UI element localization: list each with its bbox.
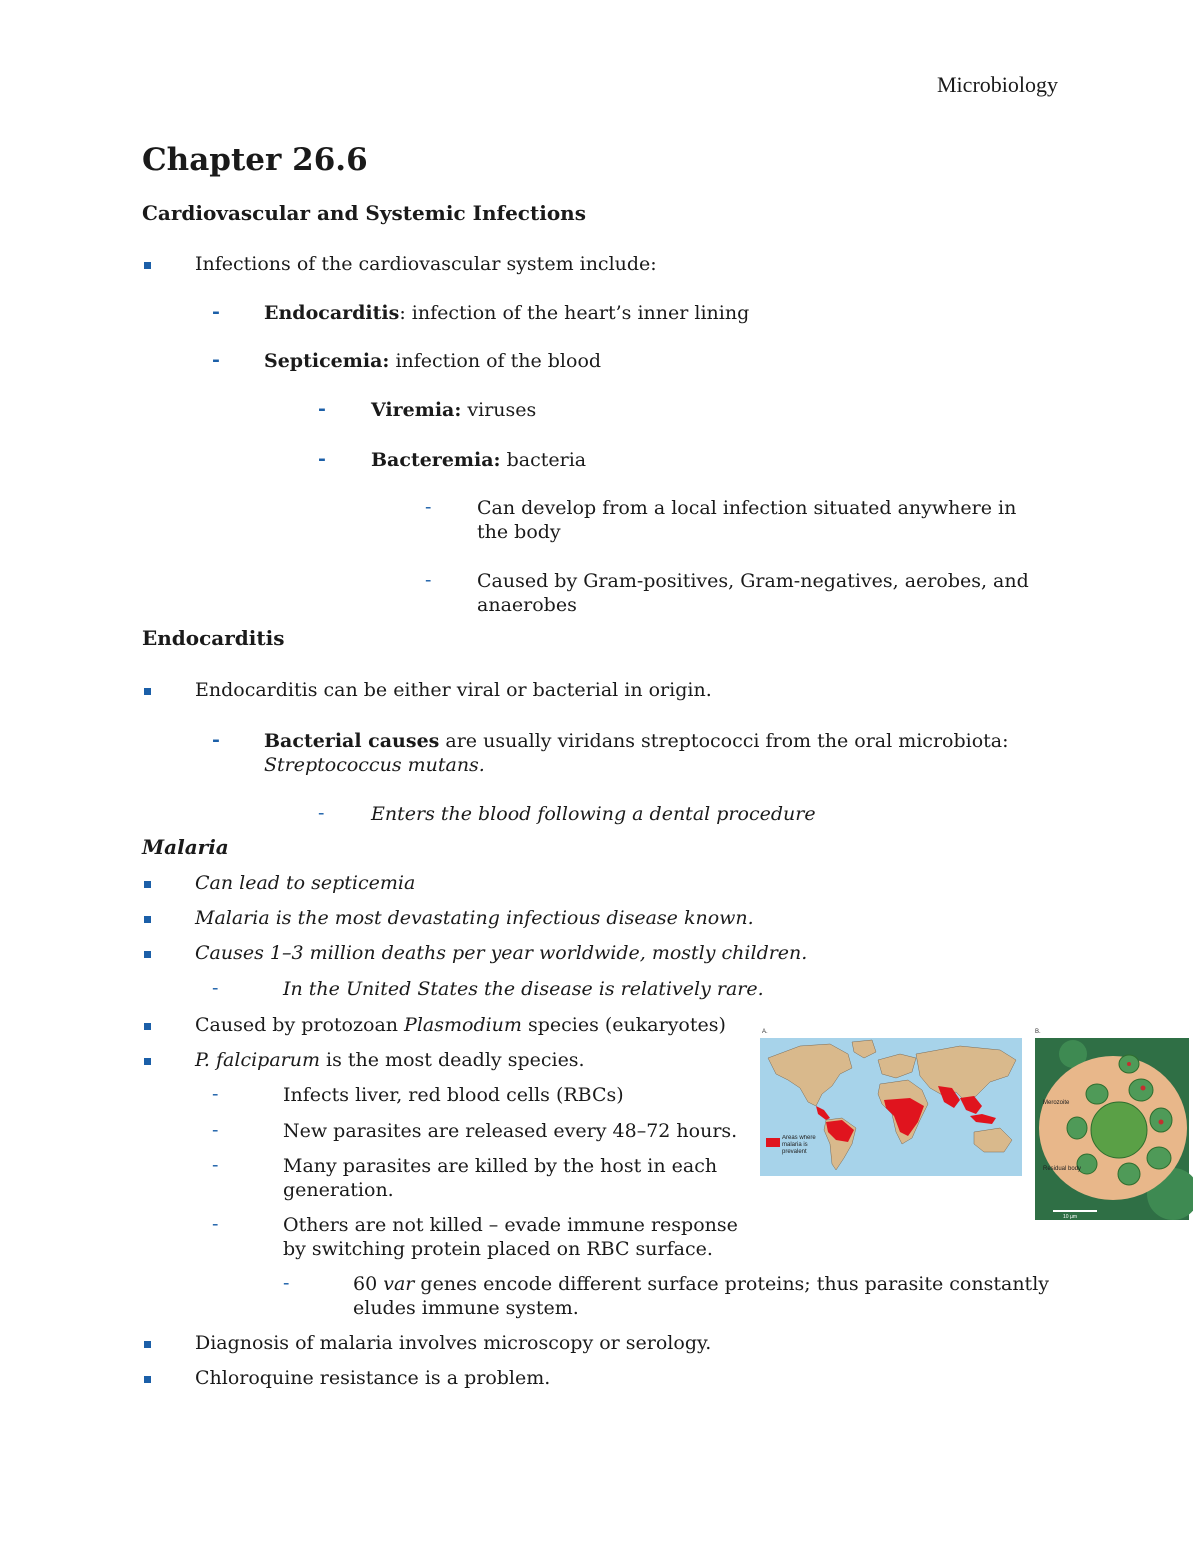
dash-bullet-icon: - [212,977,219,999]
list-item: Chloroquine resistance is a problem. [195,1367,551,1389]
residual-body-label: Residual body [1043,1166,1082,1172]
dash-bullet-icon: - [212,1083,219,1105]
list-item: Malaria is the most devastating infectious disease known. [195,907,754,929]
dash-bullet-icon: - [425,569,432,591]
list-item: 60 var genes encode different surface proteins; thus parasite constantly eludes immune system. [353,1273,1050,1319]
list-item: Viremia: viruses [371,399,537,421]
dash-bullet-icon: - [212,349,220,371]
list-item: Diagnosis of malaria involves microscopy or serology. [195,1332,712,1354]
legend-swatch [766,1138,780,1147]
bullet-icon [144,1341,151,1348]
dash-bullet-icon: - [212,301,220,323]
list-item: Others are not killed – evade immune response by switching protein placed on RBC surface. [283,1214,738,1260]
scale-label: 10 µm [1063,1214,1077,1220]
list-item: Septicemia: infection of the blood [264,350,602,372]
dash-bullet-icon: - [318,398,326,420]
malaria-world-map [760,1024,1022,1176]
list-item: Endocarditis can be either viral or bacterial in origin. [195,679,712,701]
dash-bullet-icon: - [425,496,432,518]
dash-bullet-icon: - [212,1119,219,1141]
bullet-icon [144,881,151,888]
merozoite-label: Merozoite [1043,1100,1070,1106]
bullet-icon [144,1058,151,1065]
list-item: Bacteremia: bacteria [371,449,587,471]
dash-bullet-icon: - [318,448,326,470]
bullet-icon [144,916,151,923]
bullet-icon [144,951,151,958]
list-item: In the United States the disease is relatively rare. [283,978,764,1000]
section-heading-malaria: Malaria [142,835,229,859]
plasmodium-micrograph [1033,1024,1193,1222]
list-item: Can lead to septicemia [195,872,416,894]
bullet-icon [144,1376,151,1383]
dash-bullet-icon: - [212,729,220,751]
list-item: Infects liver, red blood cells (RBCs) [283,1084,624,1106]
list-item: Causes 1–3 million deaths per year worldwide, mostly children. [195,942,808,964]
list-item: Bacterial causes are usually viridans streptococci from the oral microbiota: [264,730,1009,752]
header-subject: Microbiology [937,72,1058,97]
bullet-icon [144,688,151,695]
section-heading-endocarditis: Endocarditis [142,626,285,650]
bullet-icon [144,1023,151,1030]
page-title: Chapter 26.6 [142,142,368,178]
dash-bullet-icon: - [283,1272,290,1294]
figure-label-b: B. [1035,1029,1041,1035]
species-name: Streptococcus mutans. [264,754,485,776]
scale-bar [1053,1210,1097,1212]
bullet-icon [144,262,151,269]
list-item: Infections of the cardiovascular system include: [195,253,657,275]
list-item: Enters the blood following a dental procedure [371,803,816,825]
list-item: Caused by protozoan Plasmodium species (eukaryotes) [195,1014,726,1036]
dash-bullet-icon: - [212,1213,219,1235]
figure-label-a: A. [762,1029,768,1035]
list-item: Many parasites are killed by the host in each generation. [283,1155,718,1201]
list-item: P. falciparum is the most deadly species. [195,1049,585,1071]
map-legend-text: Areas where malaria is prevalent [782,1135,816,1155]
list-item: Can develop from a local infection situated anywhere in the body [477,497,1017,543]
dash-bullet-icon: - [212,1154,219,1176]
list-item: Endocarditis: infection of the heart’s inner lining [264,302,750,324]
dash-bullet-icon: - [318,802,325,824]
list-item: New parasites are released every 48–72 hours. [283,1120,738,1142]
list-item: Caused by Gram-positives, Gram-negatives, aerobes, and anaerobes [477,570,1029,616]
section-heading-cardiovascular: Cardiovascular and Systemic Infections [142,201,586,225]
